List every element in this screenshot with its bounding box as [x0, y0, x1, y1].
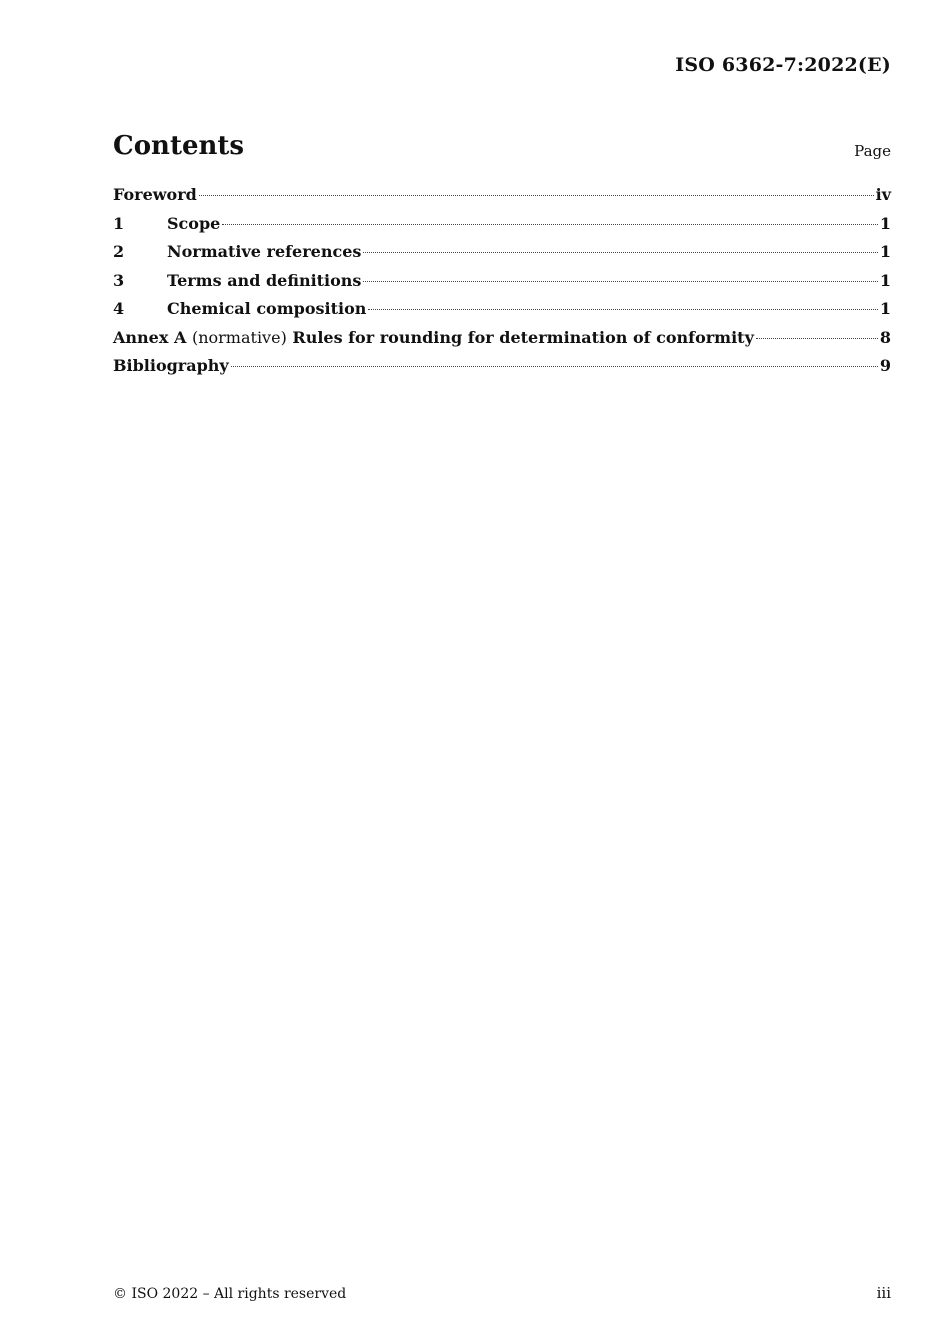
toc-entry-number: 4	[113, 299, 125, 318]
table-of-contents	[113, 185, 891, 385]
toc-entry-scope[interactable]	[113, 214, 891, 243]
dot-leader	[363, 252, 877, 253]
toc-entry-title: Scope	[167, 213, 221, 233]
toc-entry-title: Terms and definitions	[167, 270, 362, 290]
toc-entry-title	[113, 328, 754, 347]
dot-leader	[756, 338, 878, 339]
toc-entry-terms-and-definitions[interactable]	[113, 271, 891, 300]
toc-entry-annex-a[interactable]	[113, 328, 891, 357]
toc-entry-title: Normative references	[167, 242, 362, 261]
toc-entry-title: Chemical composition	[167, 299, 367, 318]
footer-copyright: © ISO 2022 – All rights reserved	[113, 1286, 347, 1302]
toc-entry-page: 1	[879, 299, 891, 318]
annex-title: Rules for rounding for determination of conformity	[292, 327, 754, 347]
toc-entry-number: 2	[113, 242, 125, 261]
toc-entry-page: 9	[879, 356, 891, 375]
toc-entry-page: 1	[879, 213, 891, 233]
toc-entry-normative-references[interactable]	[113, 242, 891, 271]
toc-entry-title: Bibliography	[113, 356, 229, 375]
toc-entry-chemical-composition[interactable]	[113, 299, 891, 328]
annex-label: Annex A	[113, 327, 187, 347]
toc-entry-page: 1	[879, 242, 891, 261]
toc-entry-page: 1	[879, 270, 891, 290]
toc-entry-foreword[interactable]	[113, 185, 891, 214]
toc-entry-number: 3	[113, 270, 125, 290]
annex-type: (normative)	[191, 327, 287, 347]
footer-page-number: iii	[876, 1284, 891, 1302]
dot-leader	[199, 195, 874, 196]
document-identifier: ISO 6362-7:2022(E)	[675, 54, 891, 76]
dot-leader	[222, 224, 878, 225]
toc-entry-bibliography[interactable]	[113, 356, 891, 385]
toc-entry-title: Foreword	[113, 185, 197, 204]
page-column-label: Page	[854, 142, 891, 160]
dot-leader	[231, 366, 878, 367]
toc-entry-page: iv	[875, 185, 891, 204]
contents-heading: Contents	[113, 131, 245, 161]
dot-leader	[368, 309, 877, 310]
toc-entry-number: 1	[113, 213, 125, 233]
toc-entry-page: 8	[879, 327, 891, 347]
dot-leader	[363, 281, 877, 282]
